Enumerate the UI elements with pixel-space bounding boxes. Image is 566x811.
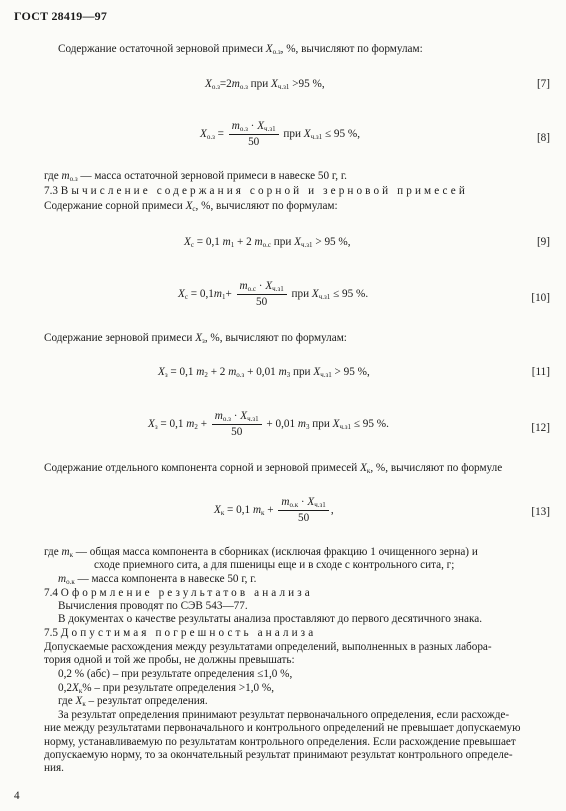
paragraph-7-5-2e: ния. [44,762,64,774]
paragraph-7-5-2b: ние между результатами первоначального и контрольного определений не превышает допускаемую [44,722,521,734]
where-definition-2: где $m_к$ — общая масса компонента в сборниках (исключая фракцию 1 очищенного зерна) и [44,546,478,559]
equation-number-8: [8] [536,132,550,144]
paragraph-grain: Содержание зерновой примеси $X_з$, %, вычисляют по формулам: [44,332,347,345]
equation-number-9: [9] [536,236,550,248]
equation-number-7: [7] [536,78,550,90]
page-number: 4 [14,790,20,802]
fraction: $\frac{m_{о.с} \cdot X_{ч.з1}}{50}$ [237,280,287,309]
paragraph-residual: Содержание остаточной зерновой примеси $X_{о.з}$, %, вычисляют по формулам: [58,43,423,56]
equation-number-11: [11] [531,366,550,378]
paragraph-weed: Содержание сорной примеси $X_с$, %, вычисляют по формулам: [44,200,338,213]
formula-9: $X_с = 0,1$ $m_1 + 2$ $m_{о.с}$ при $X_{ч.з1} > 95$ %, [184,236,351,249]
formula-8: $X_{о.з}$ = $\frac{m_{о.з} \cdot X_{ч.з1}}{50}$ при $X_{ч.з1} \le 95$ %, [200,120,360,148]
formula-7: $X_{о.з}=2m_{о.з}$ при $X_{ч.з1} >95$ %, [205,78,325,91]
paragraph-7-5-2a: За результат определения принимают результат первоначального определения, если расхожде- [58,709,510,721]
tolerance-3: где $X_к$ – результат определения. [58,695,208,708]
where-definition-2-cont: сходе приемного сита, а для пшеницы еще и в сходе с контрольного сита, г; [94,559,455,571]
formula-13: $X_к = 0,1$ $m_к$ + $\frac{m_{о.к} \cdot X_{ч.з1}}{50}$ , [214,496,334,524]
document-header: ГОСТ 28419—97 [14,9,108,23]
section-7-4-heading: 7.4 Оформление результатов анализа [44,587,313,599]
paragraph-7-5-1a: Допускаемые расхождения между результатами определений, выполненных в разных лабора- [44,641,492,653]
fraction: $\frac{m_{о.з} \cdot X_{ч.з1}}{50}$ [229,120,279,149]
where-definition-3: $m_{о.к}$ — масса компонента в навеске 50 г, г. [58,573,257,586]
tolerance-1: 0,2 % (абс) – при результате определения ≤1,0 %, [58,668,293,680]
formula-11: $X_з = 0,1$ $m_2 + 2$ $m_{о.з} + 0,01$ $m_3$ при $X_{ч.з1} > 95$ %, [158,366,370,379]
fraction: $\frac{m_{о.к} \cdot X_{ч.з1}}{50}$ [278,496,328,525]
tolerance-2: $0,2X_к\%$ – при результате определения >1,0 %, [58,682,275,695]
formula-10: $X_с = 0,1m_1+$ $\frac{m_{о.с} \cdot X_{ч.з1}}{50}$ при $X_{ч.з1} \le 95$ %. [178,280,369,308]
paragraph-7-4-2: В документах о качестве результаты анализа проставляют до первого десятичного знака. [58,613,483,625]
where-definition-1: где $m_{о.з}$ — масса остаточной зерновой примеси в навеске 50 г, г. [44,170,347,183]
equation-number-12: [12] [531,422,550,434]
section-7-3-heading: 7.3 Вычисление содержания сорной и зерновой примесей [44,185,468,197]
equation-number-10: [10] [531,292,550,304]
fraction: $\frac{m_{о.з} \cdot X_{ч.з1}}{50}$ [212,410,262,439]
paragraph-7-5-2c: норму, устанавливаемую по результатам контрольного определения. Если расхождение превышает [44,736,516,748]
paragraph-7-5-1b: тория одной и той же пробы, не должны превышать: [44,654,295,666]
formula-12: $X_з = 0,1$ $m_2$ + $\frac{m_{о.з} \cdot X_{ч.з1}}{50}$ + 0,01 $m_3$ при $X_{ч.з1} \le 95$ %. [148,410,389,438]
section-7-5-heading: 7.5 Допустимая погрешность анализа [44,627,317,639]
paragraph-7-5-2d: допускаемую норму, то за окончательный результат принимают результат контрольного определе- [44,749,513,761]
paragraph-7-4-1: Вычисления проводят по СЭВ 543—77. [58,600,248,612]
paragraph-component: Содержание отдельного компонента сорной и зерновой примесей $X_к$, %, вычисляют по формуле [44,462,503,475]
equation-number-13: [13] [531,506,550,518]
